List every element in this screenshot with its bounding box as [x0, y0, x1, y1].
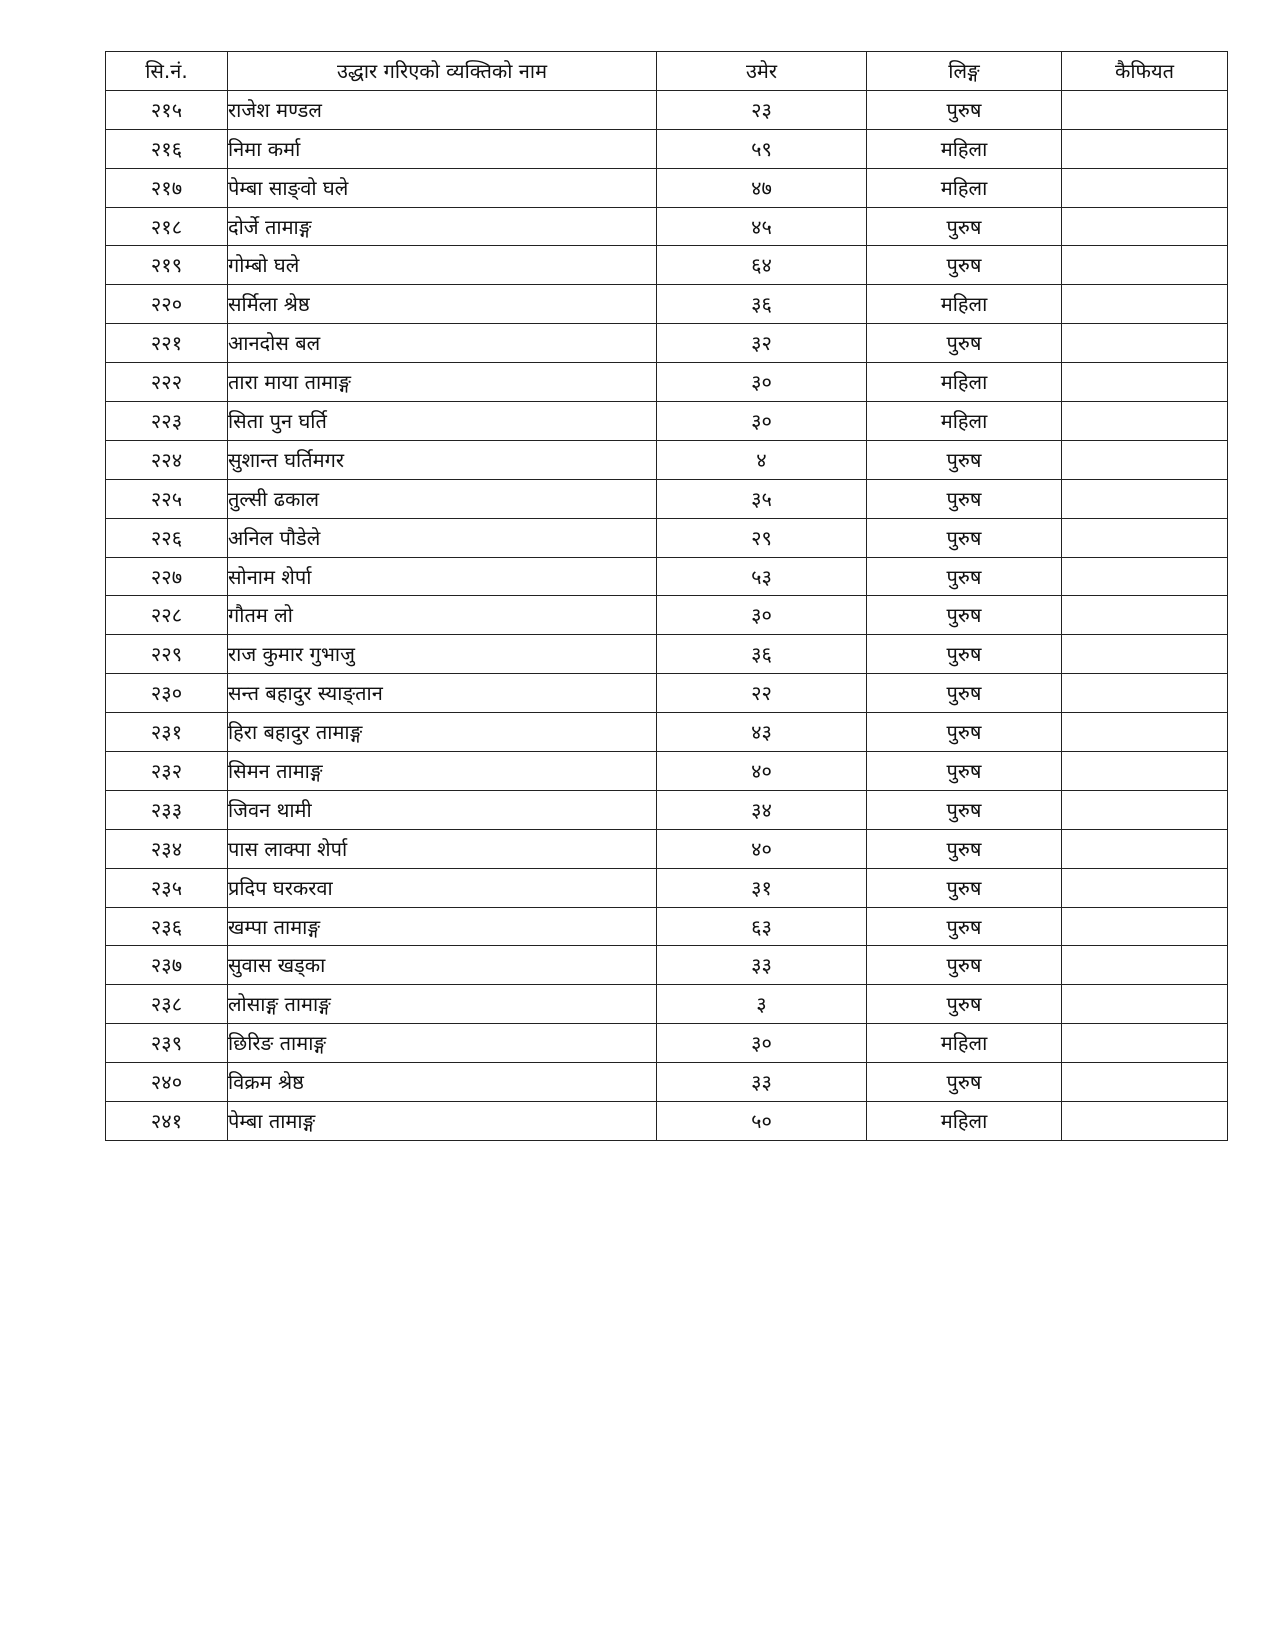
cell-remarks: [1062, 674, 1228, 713]
table-row: [106, 402, 1228, 441]
cell-gender: पुरुष: [867, 90, 1062, 129]
cell-gender: पुरुष: [867, 324, 1062, 363]
cell-age: ५९: [657, 129, 867, 168]
cell-serial-number: २२१: [106, 324, 228, 363]
table-row: [106, 518, 1228, 557]
cell-serial-number: २२५: [106, 479, 228, 518]
cell-serial-number: २१९: [106, 246, 228, 285]
cell-remarks: [1062, 596, 1228, 635]
table-row: [106, 1102, 1228, 1141]
cell-person-name: विक्रम श्रेष्ठ: [228, 1063, 657, 1102]
cell-gender: पुरुष: [867, 596, 1062, 635]
cell-remarks: [1062, 829, 1228, 868]
cell-remarks: [1062, 402, 1228, 441]
cell-age: ४३: [657, 713, 867, 752]
cell-serial-number: २३४: [106, 829, 228, 868]
cell-serial-number: २२४: [106, 440, 228, 479]
cell-gender: पुरुष: [867, 1063, 1062, 1102]
header-age: उमेर: [657, 52, 867, 91]
cell-person-name: पेम्बा साङ्वो घले: [228, 168, 657, 207]
cell-age: ४०: [657, 752, 867, 791]
cell-serial-number: २२८: [106, 596, 228, 635]
table-row: [106, 1063, 1228, 1102]
cell-serial-number: २१५: [106, 90, 228, 129]
cell-serial-number: २३२: [106, 752, 228, 791]
cell-serial-number: २१६: [106, 129, 228, 168]
header-rescued-person-name: उद्धार गरिएको व्यक्तिको नाम: [228, 52, 657, 91]
cell-remarks: [1062, 324, 1228, 363]
cell-age: ३४: [657, 790, 867, 829]
cell-serial-number: २२७: [106, 557, 228, 596]
table-row: [106, 90, 1228, 129]
cell-person-name: खम्पा तामाङ्ग: [228, 907, 657, 946]
cell-age: ३०: [657, 1024, 867, 1063]
cell-person-name: राज कुमार गुभाजु: [228, 635, 657, 674]
table-row: [106, 985, 1228, 1024]
cell-person-name: पेम्बा तामाङ्ग: [228, 1102, 657, 1141]
cell-remarks: [1062, 868, 1228, 907]
cell-remarks: [1062, 1102, 1228, 1141]
cell-person-name: जिवन थामी: [228, 790, 657, 829]
cell-person-name: तुल्सी ढकाल: [228, 479, 657, 518]
cell-gender: महिला: [867, 1102, 1062, 1141]
cell-gender: पुरुष: [867, 557, 1062, 596]
cell-remarks: [1062, 1024, 1228, 1063]
cell-remarks: [1062, 363, 1228, 402]
table-row: [106, 596, 1228, 635]
cell-person-name: सोनाम शेर्पा: [228, 557, 657, 596]
cell-age: ३०: [657, 363, 867, 402]
table-row: [106, 246, 1228, 285]
cell-gender: पुरुष: [867, 985, 1062, 1024]
table-row: [106, 479, 1228, 518]
cell-person-name: गोम्बो घले: [228, 246, 657, 285]
cell-remarks: [1062, 713, 1228, 752]
cell-remarks: [1062, 129, 1228, 168]
cell-serial-number: २४०: [106, 1063, 228, 1102]
cell-age: ३: [657, 985, 867, 1024]
cell-remarks: [1062, 907, 1228, 946]
cell-gender: पुरुष: [867, 752, 1062, 791]
cell-remarks: [1062, 246, 1228, 285]
cell-age: ४०: [657, 829, 867, 868]
cell-age: ३६: [657, 285, 867, 324]
cell-age: ५३: [657, 557, 867, 596]
cell-serial-number: २२९: [106, 635, 228, 674]
cell-age: ५०: [657, 1102, 867, 1141]
cell-gender: पुरुष: [867, 674, 1062, 713]
cell-age: ३६: [657, 635, 867, 674]
cell-age: २२: [657, 674, 867, 713]
table-row: [106, 324, 1228, 363]
cell-age: ३५: [657, 479, 867, 518]
cell-gender: महिला: [867, 285, 1062, 324]
table-row: [106, 752, 1228, 791]
cell-age: ३०: [657, 596, 867, 635]
cell-person-name: पास लाक्पा शेर्पा: [228, 829, 657, 868]
header-serial-number: सि.नं.: [106, 52, 228, 91]
cell-gender: महिला: [867, 1024, 1062, 1063]
cell-remarks: [1062, 635, 1228, 674]
header-remarks: कैफियत: [1062, 52, 1228, 91]
table-body: [106, 90, 1228, 1140]
cell-serial-number: २२०: [106, 285, 228, 324]
cell-person-name: सर्मिला श्रेष्ठ: [228, 285, 657, 324]
cell-serial-number: २२२: [106, 363, 228, 402]
cell-age: ४५: [657, 207, 867, 246]
cell-age: २९: [657, 518, 867, 557]
cell-remarks: [1062, 985, 1228, 1024]
cell-serial-number: २३५: [106, 868, 228, 907]
cell-remarks: [1062, 557, 1228, 596]
table-row: [106, 168, 1228, 207]
cell-age: ६४: [657, 246, 867, 285]
cell-person-name: लोसाङ्ग तामाङ्ग: [228, 985, 657, 1024]
cell-person-name: अनिल पौडेले: [228, 518, 657, 557]
cell-remarks: [1062, 518, 1228, 557]
cell-age: ३०: [657, 402, 867, 441]
cell-person-name: तारा माया तामाङ्ग: [228, 363, 657, 402]
cell-remarks: [1062, 440, 1228, 479]
cell-remarks: [1062, 790, 1228, 829]
cell-age: ३३: [657, 1063, 867, 1102]
cell-age: ३२: [657, 324, 867, 363]
cell-remarks: [1062, 168, 1228, 207]
table-row: [106, 129, 1228, 168]
table-row: [106, 907, 1228, 946]
cell-person-name: सिता पुन घर्ति: [228, 402, 657, 441]
cell-person-name: सुवास खड्का: [228, 946, 657, 985]
table-row: [106, 635, 1228, 674]
cell-person-name: हिरा बहादुर तामाङ्ग: [228, 713, 657, 752]
cell-gender: महिला: [867, 363, 1062, 402]
cell-person-name: सिमन तामाङ्ग: [228, 752, 657, 791]
cell-remarks: [1062, 752, 1228, 791]
cell-gender: पुरुष: [867, 207, 1062, 246]
header-gender: लिङ्ग: [867, 52, 1062, 91]
cell-person-name: गौतम लो: [228, 596, 657, 635]
cell-remarks: [1062, 946, 1228, 985]
cell-person-name: सुशान्त घर्तिमगर: [228, 440, 657, 479]
table-row: [106, 829, 1228, 868]
cell-gender: पुरुष: [867, 479, 1062, 518]
cell-gender: पुरुष: [867, 246, 1062, 285]
cell-age: ६३: [657, 907, 867, 946]
header-row: [106, 52, 1228, 91]
cell-remarks: [1062, 285, 1228, 324]
table-row: [106, 713, 1228, 752]
cell-age: २३: [657, 90, 867, 129]
cell-age: ३१: [657, 868, 867, 907]
cell-person-name: निमा कर्मा: [228, 129, 657, 168]
cell-serial-number: २३९: [106, 1024, 228, 1063]
cell-serial-number: २३१: [106, 713, 228, 752]
table-row: [106, 674, 1228, 713]
cell-remarks: [1062, 479, 1228, 518]
cell-gender: महिला: [867, 168, 1062, 207]
cell-person-name: प्रदिप घरकरवा: [228, 868, 657, 907]
cell-age: ४: [657, 440, 867, 479]
cell-person-name: राजेश मण्डल: [228, 90, 657, 129]
cell-gender: पुरुष: [867, 790, 1062, 829]
cell-person-name: छिरिङ तामाङ्ग: [228, 1024, 657, 1063]
cell-gender: पुरुष: [867, 907, 1062, 946]
table-row: [106, 363, 1228, 402]
cell-serial-number: २३७: [106, 946, 228, 985]
cell-serial-number: २३८: [106, 985, 228, 1024]
cell-serial-number: २३३: [106, 790, 228, 829]
cell-gender: पुरुष: [867, 635, 1062, 674]
cell-age: ४७: [657, 168, 867, 207]
table-row: [106, 1024, 1228, 1063]
cell-serial-number: २१८: [106, 207, 228, 246]
table-row: [106, 285, 1228, 324]
cell-remarks: [1062, 1063, 1228, 1102]
cell-gender: महिला: [867, 129, 1062, 168]
table-row: [106, 868, 1228, 907]
cell-person-name: सन्त बहादुर स्याङ्तान: [228, 674, 657, 713]
cell-age: ३३: [657, 946, 867, 985]
cell-gender: पुरुष: [867, 829, 1062, 868]
cell-gender: पुरुष: [867, 946, 1062, 985]
table-row: [106, 557, 1228, 596]
cell-gender: पुरुष: [867, 868, 1062, 907]
cell-serial-number: २३०: [106, 674, 228, 713]
cell-gender: पुरुष: [867, 713, 1062, 752]
rescued-persons-table: [105, 51, 1228, 1141]
cell-serial-number: २२३: [106, 402, 228, 441]
cell-serial-number: २१७: [106, 168, 228, 207]
cell-gender: पुरुष: [867, 518, 1062, 557]
cell-remarks: [1062, 90, 1228, 129]
cell-serial-number: २४१: [106, 1102, 228, 1141]
cell-serial-number: २३६: [106, 907, 228, 946]
cell-remarks: [1062, 207, 1228, 246]
table-row: [106, 790, 1228, 829]
table-row: [106, 207, 1228, 246]
cell-gender: महिला: [867, 402, 1062, 441]
cell-gender: पुरुष: [867, 440, 1062, 479]
table-row: [106, 440, 1228, 479]
table-header: [106, 52, 1228, 91]
table-row: [106, 946, 1228, 985]
cell-serial-number: २२६: [106, 518, 228, 557]
cell-person-name: दोर्जे तामाङ्ग: [228, 207, 657, 246]
cell-person-name: आनदोस बल: [228, 324, 657, 363]
